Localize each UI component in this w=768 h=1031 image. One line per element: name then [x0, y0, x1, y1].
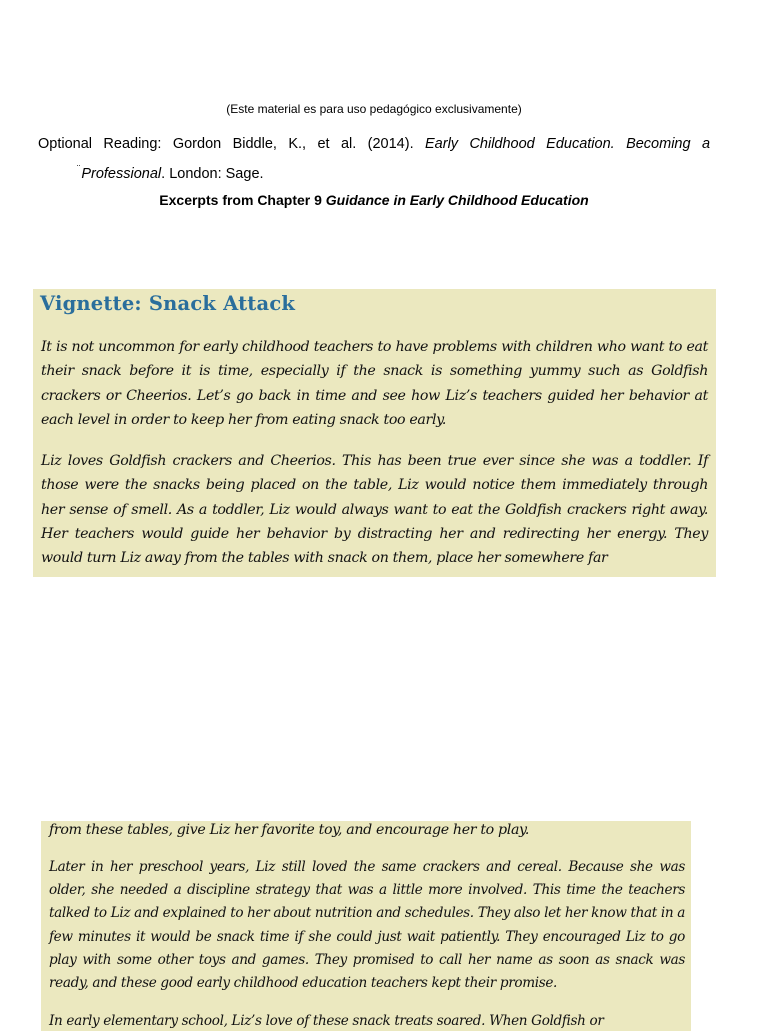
citation-book-title-end: Professional [81, 166, 162, 182]
citation-prefix: Optional Reading: Gordon Biddle, K., et al. (2014). [38, 136, 426, 152]
optional-reading-citation [38, 131, 710, 187]
citation-publisher: . London: Sage. [161, 166, 264, 182]
vignette-paragraph-3: Later in her preschool years, Liz still loved the same crackers and cereal. Because she was older, she needed a discipline strategy that was a little more involved. This time the teachers talked to Liz and explained to her about nutrition and schedules. They also let her know that in a few minutes it would be snack time if she could just wait patiently. They encouraged Liz to go play with some other toys and games. They promised to call her name as soon as snack was ready, and these good early childhood education teachers kept their promise. [49, 859, 685, 992]
citation-line-2 [38, 157, 710, 187]
excerpt-heading [0, 192, 748, 208]
chapter-title: Guidance in Early Childhood Education [325, 192, 589, 208]
stray-mark: ¨ [77, 164, 81, 175]
vignette-box-page-1 [33, 289, 716, 577]
citation-book-title: Early Childhood Education. Becoming a [425, 136, 711, 152]
usage-notice: (Este material es para uso pedagógico exclusivamente) [226, 102, 522, 116]
vignette-paragraph-2: Liz loves Goldfish crackers and Cheerios. This has been true ever since she was a toddler. If those were the snacks being placed on the table, Liz would notice them immediately through her sense of smell. As a toddler, Liz would always want to eat the Goldfish crackers right away. Her teachers would guide her behavior by distracting her and redirecting her energy. They would turn Liz away from the tables with snack on them, place her somewhere far [41, 453, 708, 567]
vignette-box-page-2 [41, 821, 691, 1031]
vignette-paragraph-1: It is not uncommon for early childhood teachers to have problems with children who want to eat their snack before it is time, especially if the snack is something yummy such as Goldfish crackers or Cheerios. Let’s go back in time and see how Liz’s teachers guided her behavior at each level in order to keep her from eating snack too early. [41, 339, 708, 428]
vignette-continuation: from these tables, give Liz her favorite toy, and encourage her to play. [49, 822, 529, 838]
vignette-title: Vignette: Snack Attack [40, 292, 296, 315]
citation-line-1 [38, 131, 710, 157]
excerpt-label: Excerpts from Chapter 9 [159, 192, 326, 208]
vignette-paragraph-4: In early elementary school, Liz’s love of these snack treats soared. When Goldfish or [49, 1013, 604, 1029]
